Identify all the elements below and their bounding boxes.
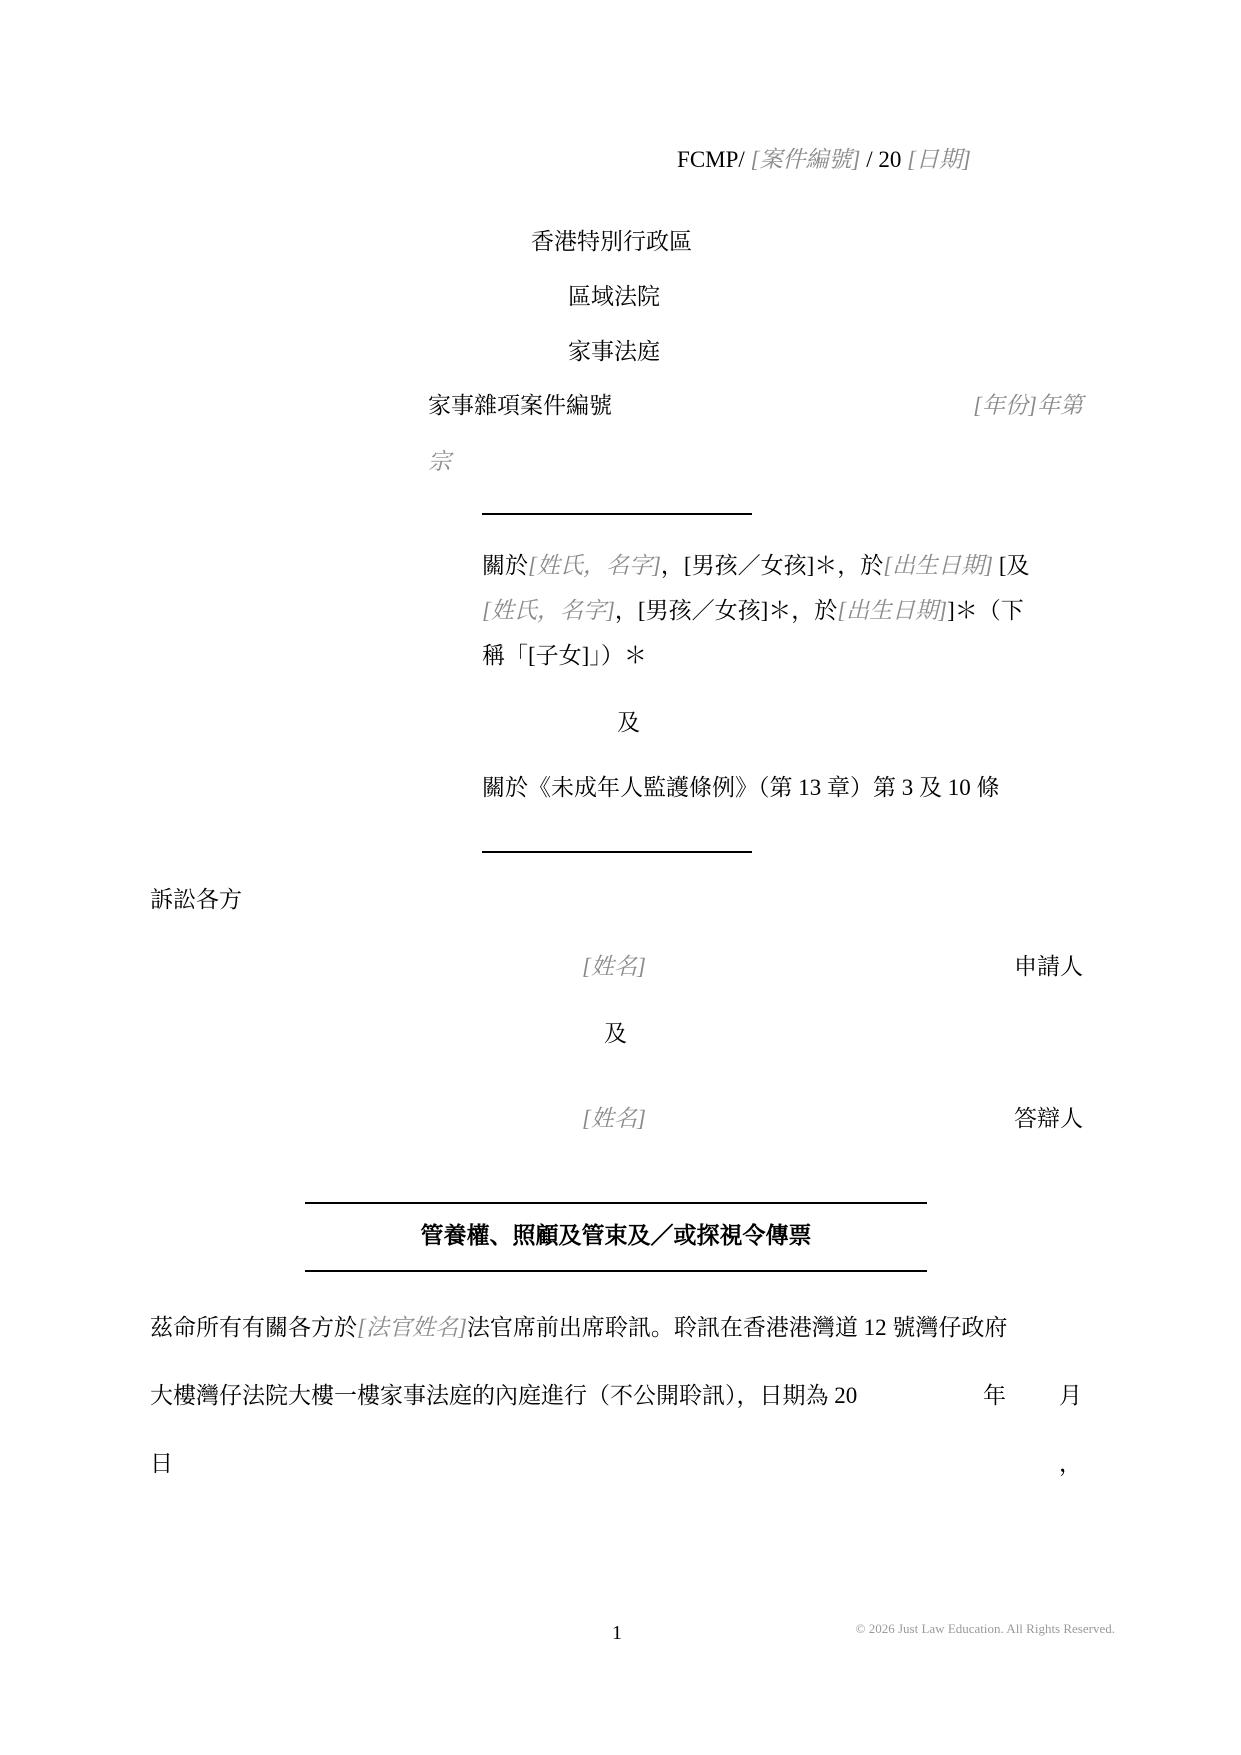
- copyright-notice: © 2026 Just Law Education. All Rights Reserved.: [855, 1621, 1115, 1636]
- court-line-2: 區域法院: [568, 284, 660, 309]
- divider-bottom: [482, 851, 752, 853]
- divider-top: [482, 513, 752, 515]
- matter-line-1: [482, 554, 1030, 577]
- matter-text: [及: [993, 553, 1030, 578]
- parties-and: 及: [604, 1021, 627, 1046]
- hearing-month-label: 月: [1059, 1383, 1082, 1408]
- body-line-1: [150, 1316, 1007, 1339]
- birth-date-placeholder: [出生日期]: [883, 553, 994, 578]
- applicant-name-placeholder: [姓名]: [582, 954, 646, 979]
- case-type-label: 家事雜項案件編號: [428, 393, 612, 418]
- matter-line-2: [482, 599, 1024, 622]
- respondent-role: 答辯人: [1014, 1106, 1083, 1131]
- case-date-placeholder: [日期]: [907, 147, 971, 172]
- case-line-tail: 宗: [428, 449, 451, 474]
- body-trailing-comma: ，: [1059, 1451, 1082, 1476]
- case-ref-prefix: FCMP/: [677, 147, 745, 172]
- judge-name-placeholder: [法官姓名]: [357, 1315, 467, 1340]
- case-ref-separator: / 20: [860, 147, 908, 172]
- court-line-3: 家事法庭: [568, 339, 660, 364]
- document-title: 管養權、照顧及管束及／或探視令傳票: [420, 1223, 812, 1248]
- hearing-year-label: 年: [983, 1383, 1006, 1408]
- matter-text: ，[男孩／女孩]＊，於: [660, 553, 884, 578]
- body-text: 茲命所有有關各方於: [150, 1315, 357, 1340]
- title-rule-bottom: [305, 1270, 927, 1272]
- child-name-placeholder: [姓氏，名字]: [528, 553, 661, 578]
- applicant-role: 申請人: [1014, 954, 1083, 979]
- matter-text: 關於: [482, 553, 528, 578]
- case-year-suffix: 年第: [1037, 393, 1083, 418]
- body-line-2: 大樓灣仔法院大樓一樓家事法庭的內庭進行（不公開聆訊），日期為 20: [150, 1383, 858, 1408]
- respondent-name-placeholder: [姓名]: [582, 1106, 646, 1131]
- matter-and: 及: [617, 710, 640, 735]
- matter-text: ]＊（下: [947, 598, 1024, 623]
- title-rule-top: [305, 1202, 927, 1204]
- case-year-placeholder: [年份]: [973, 393, 1037, 418]
- matter-text: ，[男孩／女孩]＊，於: [614, 598, 838, 623]
- case-number-placeholder: [案件編號]: [750, 147, 861, 172]
- ordinance-line: 關於《未成年人監護條例》（第 13 章）第 3 及 10 條: [482, 775, 1000, 800]
- page-number: 1: [612, 1622, 622, 1644]
- matter-line-3: 稱「[子女]」）＊: [482, 643, 647, 668]
- birth-date-placeholder: [出生日期]: [837, 598, 948, 623]
- court-line-1: 香港特別行政區: [531, 229, 692, 254]
- child-name-placeholder: [姓氏，名字]: [482, 598, 615, 623]
- case-reference: [677, 148, 971, 171]
- body-text: 法官席前出席聆訊。聆訊在香港港灣道 12 號灣仔政府: [466, 1315, 1008, 1340]
- hearing-day-label: 日: [150, 1451, 173, 1476]
- parties-heading: 訴訟各方: [150, 887, 242, 912]
- case-year-line: [973, 394, 1083, 417]
